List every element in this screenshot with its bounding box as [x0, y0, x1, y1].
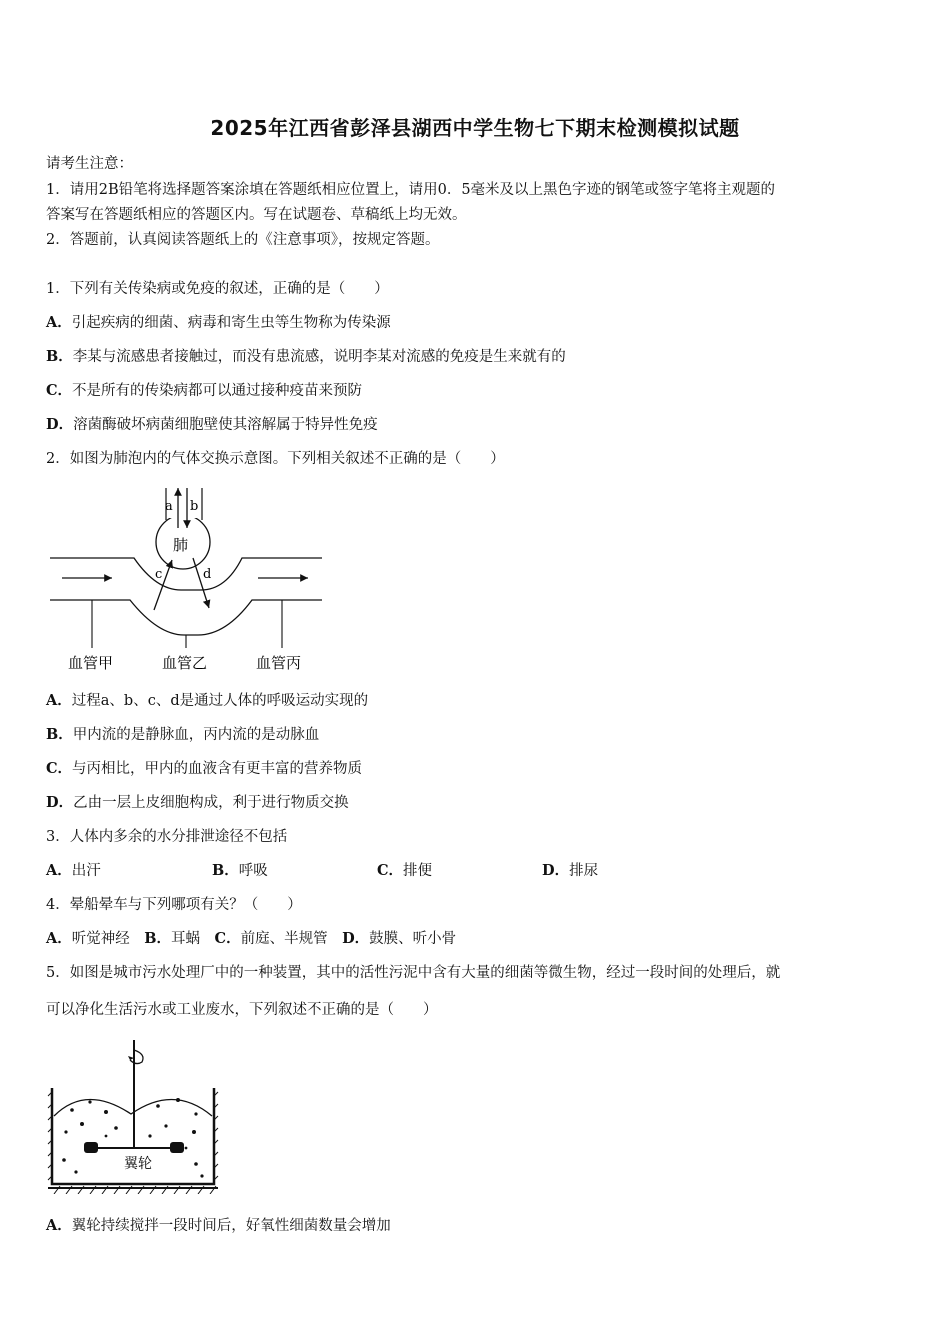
alveolus-gas-exchange-diagram	[46, 480, 331, 675]
q5-stem: 可以净化生活污水或工业废水，下列叙述不正确的是（ ）	[46, 1002, 438, 1018]
rotation-icon	[130, 1050, 143, 1064]
q4-option-c: 前庭、半规管	[240, 931, 328, 947]
q3-option-d: D．排尿	[542, 862, 599, 879]
q5-stem: 5．如图是城市污水处理厂中的一种装置，其中的活性污泥中含有大量的细菌等微生物，经过一段时间的处理后，就	[46, 965, 781, 981]
q5-option-a: A．翼轮持续搅拌一段时间后，好氧性细菌数量会增加	[46, 1217, 391, 1234]
notice-line: 答案写在答题纸相应的答题区内。写在试题卷、草稿纸上均无效。	[46, 207, 467, 223]
vessel-lower-wall	[50, 600, 322, 635]
q2-option-b: B．甲内流的是静脉血，丙内流的是动脉血	[46, 726, 320, 743]
label-vessel-yi: 血管乙	[162, 654, 208, 672]
label-c: c	[155, 567, 163, 582]
label-b: b	[190, 499, 199, 514]
q4-stem: 4．晕船晕车与下列哪项有关？（ ）	[46, 897, 302, 913]
sewage-tank-diagram	[46, 1036, 221, 1194]
label-vessel-jia: 血管甲	[68, 654, 114, 672]
q2-option-d: D．乙由一层上皮细胞构成，利于进行物质交换	[46, 794, 349, 811]
q4-option-a: 听觉神经	[71, 931, 130, 947]
q3-option-a: A．出汗	[46, 862, 101, 879]
label-vessel-bing: 血管丙	[256, 654, 302, 672]
q1-option-c: C．不是所有的传染病都可以通过接种疫苗来预防	[46, 382, 363, 399]
page-title: 2025年江西省彭泽县湖西中学生物七下期末检测模拟试题	[210, 116, 740, 140]
paddle-right	[170, 1142, 184, 1153]
q3-stem: 3．人体内多余的水分排泄途径不包括	[46, 829, 288, 845]
q4-options: A．听觉神经 B．耳蜗 C．前庭、半规管 D．鼓膜、听小骨	[46, 930, 457, 947]
notice-heading: 请考生注意：	[46, 156, 133, 172]
q1-stem: 1．下列有关传染病或免疫的叙述，正确的是（ ）	[46, 281, 389, 297]
q3-option-b: B．呼吸	[212, 862, 268, 879]
q1-option-b: B．李某与流感患者接触过，而没有患流感，说明李某对流感的免疫是生来就有的	[46, 348, 566, 365]
q4-option-b: 耳蜗	[171, 931, 201, 947]
arrow-d	[193, 558, 212, 608]
q1-option-a: A．引起疾病的细菌、病毒和寄生虫等生物称为传染源	[46, 314, 391, 331]
label-lung: 肺	[173, 536, 189, 554]
paddle-left	[84, 1142, 98, 1153]
q3-options	[46, 859, 598, 880]
q3-option-c: C．排便	[377, 862, 433, 879]
q2-option-a: A．过程a、b、c、d是通过人体的呼吸运动实现的	[46, 692, 369, 709]
q2-option-c: C．与丙相比，甲内的血液含有更丰富的营养物质	[46, 760, 363, 777]
label-a: a	[165, 499, 173, 514]
q4-option-d: 鼓膜、听小骨	[369, 931, 457, 947]
notice-line: 1．请用2B铅笔将选择题答案涂填在答题纸相应位置上，请用0．5毫米及以上黑色字迹的钢笔或签字笔将主观题的	[46, 182, 776, 198]
q2-stem: 2．如图为肺泡内的气体交换示意图。下列相关叙述不正确的是（ ）	[46, 451, 505, 467]
label-impeller: 翼轮	[124, 1156, 152, 1172]
q1-option-d: D．溶菌酶破坏病菌细胞壁使其溶解属于特异性免疫	[46, 416, 378, 433]
label-d: d	[203, 567, 212, 582]
notice-line: 2．答题前，认真阅读答题纸上的《注意事项》，按规定答题。	[46, 232, 440, 248]
